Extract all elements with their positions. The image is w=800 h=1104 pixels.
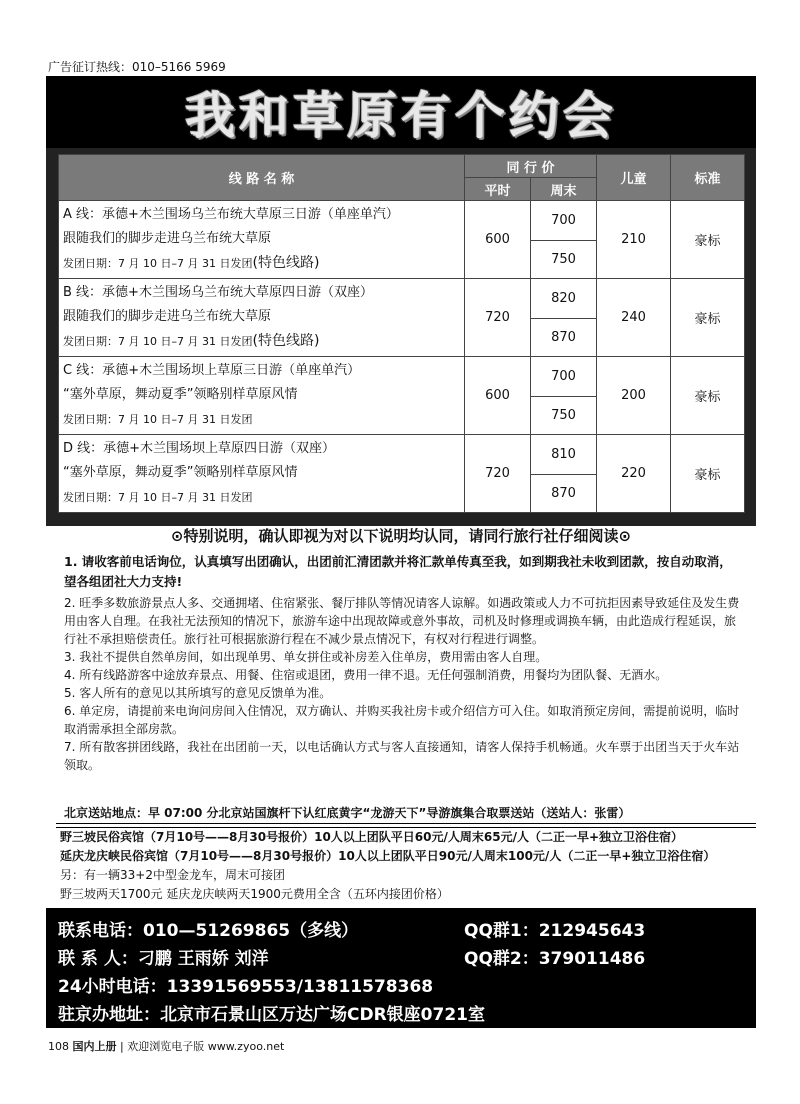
page-footer: 108 国内上册 | 欢迎浏览电子版 www.zyoo.net bbox=[48, 1040, 285, 1053]
standard: 豪标 bbox=[671, 357, 745, 435]
contact-phone: 联系电话：010—51269865（多线） bbox=[58, 921, 359, 941]
note-item: 3. 我社不提供自然单房间，如出现单男、单女拼住或补房差入住单房，费用需由客人自理。 bbox=[64, 650, 548, 664]
weekend-price: 870 bbox=[531, 318, 597, 357]
note-item: 7. 所有散客拼团线路，我社在出团前一天，以电话确认方式与客人直接通知，请客人保持手机畅通。火车票于出团当天于火车站领取。 bbox=[64, 740, 740, 772]
route-line-3: 发团日期：7 月 10 日–7 月 31 日发团(特色线路) bbox=[63, 255, 320, 271]
route-line-3: 发团日期：7 月 10 日–7 月 31 日发团 bbox=[63, 491, 253, 504]
weekday-price: 720 bbox=[465, 435, 531, 513]
route-line-1: B 线：承德+木兰围场乌兰布统大草原四日游（双座） bbox=[63, 285, 373, 300]
ad-hotline: 广告征订热线：010–5166 5969 bbox=[48, 60, 226, 74]
hotels-section bbox=[60, 828, 760, 904]
qq-group-2: QQ群2：379011486 bbox=[464, 949, 646, 969]
child-price: 210 bbox=[597, 201, 671, 279]
route-line-2: “塞外草原，舞动夏季”领略别样草原风情 bbox=[63, 387, 298, 402]
routes-table bbox=[58, 154, 745, 513]
route-desc bbox=[59, 201, 465, 279]
route-line-3: 发团日期：7 月 10 日–7 月 31 日发团 bbox=[63, 413, 253, 426]
weekend-price: 750 bbox=[531, 396, 597, 435]
pickup-info: 北京送站地点：早 07:00 分北京站国旗杆下认红底黄字“龙游天下”导游旗集合取票送站（送站人：张雷） bbox=[64, 806, 631, 820]
contact-box bbox=[46, 908, 756, 1028]
route-line-1: C 线：承德+木兰围场坝上草原三日游（单座单汽） bbox=[63, 363, 361, 378]
route-desc bbox=[59, 279, 465, 357]
extra-note: 另：有一辆33+2中型金龙车，周末可接团 bbox=[60, 868, 285, 882]
route-line-2: “塞外草原，舞动夏季”领略别样草原风情 bbox=[63, 465, 298, 480]
office-address: 驻京办地址：北京市石景山区万达广场CDR银座0721室 bbox=[58, 1005, 485, 1025]
weekend-price: 700 bbox=[531, 357, 597, 397]
weekend-price: 820 bbox=[531, 279, 597, 319]
section-name: 国内上册 bbox=[72, 1040, 117, 1053]
contact-person: 联 系 人：刁鹏 王雨娇 刘洋 bbox=[58, 949, 269, 969]
route-line-2: 跟随我们的脚步走进乌兰布统大草原 bbox=[63, 309, 272, 324]
title-banner bbox=[46, 76, 756, 148]
weekend-price: 750 bbox=[531, 240, 597, 279]
notes-list bbox=[64, 552, 744, 774]
header-child: 儿童 bbox=[597, 155, 671, 201]
weekday-price: 720 bbox=[465, 279, 531, 357]
header-price: 同 行 价 bbox=[465, 155, 597, 178]
footer-text: 欢迎浏览电子版 www.zyoo.net bbox=[127, 1040, 285, 1053]
standard: 豪标 bbox=[671, 201, 745, 279]
note-item: 1. 请收客前电话询位，认真填写出团确认，出团前汇清团款并将汇款单传真至我，如到期我社未收到团款，按自动取消，望各组团社大力支持! bbox=[64, 554, 732, 589]
note-item: 4. 所有线路游客中途放弃景点、用餐、住宿或退团，费用一律不退。无任何强制消费，用餐均为团队餐、无酒水。 bbox=[64, 668, 668, 682]
weekend-price: 810 bbox=[531, 435, 597, 475]
child-price: 240 bbox=[597, 279, 671, 357]
header-weekend: 周末 bbox=[531, 178, 597, 201]
table-row bbox=[59, 435, 745, 475]
table-row bbox=[59, 279, 745, 319]
weekend-price: 870 bbox=[531, 474, 597, 513]
routes-panel bbox=[46, 148, 756, 526]
child-price: 220 bbox=[597, 435, 671, 513]
route-desc bbox=[59, 435, 465, 513]
note-item: 6. 单定房，请提前来电询问房间入住情况，双方确认、并购买我社房卡或介绍信方可入住。如取消预定房间，需提前说明，临时取消需承担全部房款。 bbox=[64, 704, 740, 736]
header-standard: 标准 bbox=[671, 155, 745, 201]
weekday-price: 600 bbox=[465, 357, 531, 435]
hotel-line: 野三坡民俗宾馆（7月10号——8月30号报价）10人以上团队平日60元/人周末65元/人（二正一早+独立卫浴住宿） bbox=[60, 830, 684, 844]
route-line-3: 发团日期：7 月 10 日–7 月 31 日发团(特色线路) bbox=[63, 333, 320, 349]
route-line-1: A 线：承德+木兰围场乌兰布统大草原三日游（单座单汽） bbox=[63, 207, 399, 222]
route-line-2: 跟随我们的脚步走进乌兰布统大草原 bbox=[63, 231, 272, 246]
route-line-1: D 线：承德+木兰围场坝上草原四日游（双座） bbox=[63, 441, 336, 456]
page-title: 我和草原有个约会 bbox=[185, 87, 617, 145]
child-price: 200 bbox=[597, 357, 671, 435]
table-row bbox=[59, 357, 745, 397]
table-row bbox=[59, 201, 745, 241]
hotel-line: 延庆龙庆峡民俗宾馆（7月10号——8月30号报价）10人以上团队平日90元/人周末100元/人（二正一早+独立卫浴住宿） bbox=[60, 849, 716, 863]
hotline-24h: 24小时电话：13391569553/13811578368 bbox=[58, 977, 434, 997]
note-item: 5. 客人所有的意见以其所填写的意见反馈单为准。 bbox=[64, 686, 332, 700]
standard: 豪标 bbox=[671, 279, 745, 357]
qq-group-1: QQ群1：212945643 bbox=[464, 921, 646, 941]
extra-note: 野三坡两天1700元 延庆龙庆峡两天1900元费用全含（五环内接团价格） bbox=[60, 887, 449, 901]
page-number: 108 bbox=[48, 1040, 69, 1053]
note-item: 2. 旺季多数旅游景点人多、交通拥堵、住宿紧张、餐厅排队等情况请客人谅解。如遇政策或人力不可抗拒因素导致延住及发生费用由客人自理。在我社无法预知的情况下，旅游车途中出现故障或意外事故，司机及时修理或调换车辆，由此造成行程延误，旅行社不承担赔偿责任。旅行社可根据旅游行程在不减少景点情况下，有权对行程进行调整。 bbox=[64, 596, 740, 646]
route-desc bbox=[59, 357, 465, 435]
weekday-price: 600 bbox=[465, 201, 531, 279]
notice-title: ⊙特别说明，确认即视为对以下说明均认同，请同行旅行社仔细阅读⊙ bbox=[170, 527, 632, 545]
header-weekday: 平时 bbox=[465, 178, 531, 201]
weekend-price: 700 bbox=[531, 201, 597, 241]
standard: 豪标 bbox=[671, 435, 745, 513]
header-route: 线 路 名 称 bbox=[59, 155, 465, 201]
